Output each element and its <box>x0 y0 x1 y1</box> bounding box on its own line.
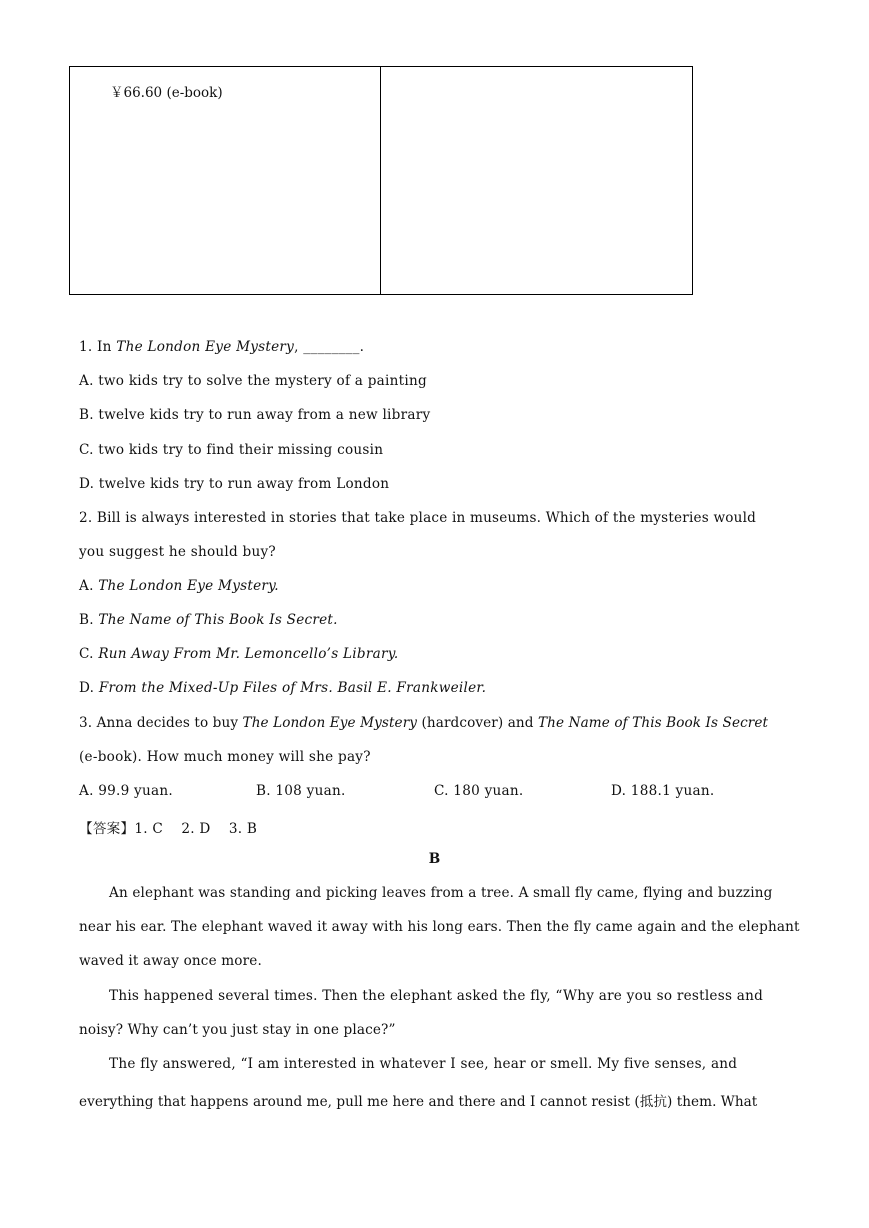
q1-option-c: C. two kids try to find their missing cousin <box>79 442 384 458</box>
section-heading: B <box>428 851 441 867</box>
passage-p2-line2: noisy? Why can’t you just stay in one place?” <box>79 1022 396 1038</box>
q3-option-b: B. 108 yuan. <box>256 783 346 799</box>
q1-stem: 1. In The London Eye Mystery, ________. <box>79 339 365 355</box>
passage-p1-line2: near his ear. The elephant waved it away with his long ears. Then the fly came again and the elephant <box>79 919 800 935</box>
q3-option-c: C. 180 yuan. <box>434 783 524 799</box>
price-table <box>69 66 693 295</box>
table-cell-left <box>70 67 381 294</box>
passage-p1-line3: waved it away once more. <box>79 953 262 969</box>
table-cell-right <box>381 67 692 294</box>
q2-option-b: B. The Name of This Book Is Secret. <box>79 612 338 628</box>
q3-option-a: A. 99.9 yuan. <box>79 783 173 799</box>
ebook-price: ￥66.60 (e-book) <box>110 85 223 101</box>
q2-option-c: C. Run Away From Mr. Lemoncello’s Library. <box>79 646 399 662</box>
q3-stem-line2: (e-book). How much money will she pay? <box>79 749 371 765</box>
q2-stem-line1: 2. Bill is always interested in stories that take place in museums. Which of the mysteries would <box>79 510 757 526</box>
passage-p1-line1: An elephant was standing and picking leaves from a tree. A small fly came, flying and buzzing <box>109 885 773 901</box>
answer-key: 【答案】1. C 2. D 3. B <box>79 821 258 837</box>
q1-option-a: A. two kids try to solve the mystery of a painting <box>79 373 427 389</box>
passage-p3-line1: The fly answered, “I am interested in whatever I see, hear or smell. My five senses, and <box>109 1056 738 1072</box>
q3-stem-line1: 3. Anna decides to buy The London Eye Mystery (hardcover) and The Name of This Book Is Secret <box>79 715 769 731</box>
q2-option-a: A. The London Eye Mystery. <box>79 578 279 594</box>
q2-option-d: D. From the Mixed-Up Files of Mrs. Basil E. Frankweiler. <box>79 680 487 696</box>
q3-option-d: D. 188.1 yuan. <box>611 783 715 799</box>
passage-p2-line1: This happened several times. Then the elephant asked the fly, “Why are you so restless and <box>109 988 764 1004</box>
q1-option-b: B. twelve kids try to run away from a new library <box>79 407 431 423</box>
q1-book-title: The London Eye Mystery <box>116 339 295 355</box>
q1-option-d: D. twelve kids try to run away from London <box>79 476 390 492</box>
q2-stem-line2: you suggest he should buy? <box>79 544 276 560</box>
passage-p3-line2: everything that happens around me, pull me here and there and I cannot resist (抵抗) them. What <box>79 1094 758 1110</box>
